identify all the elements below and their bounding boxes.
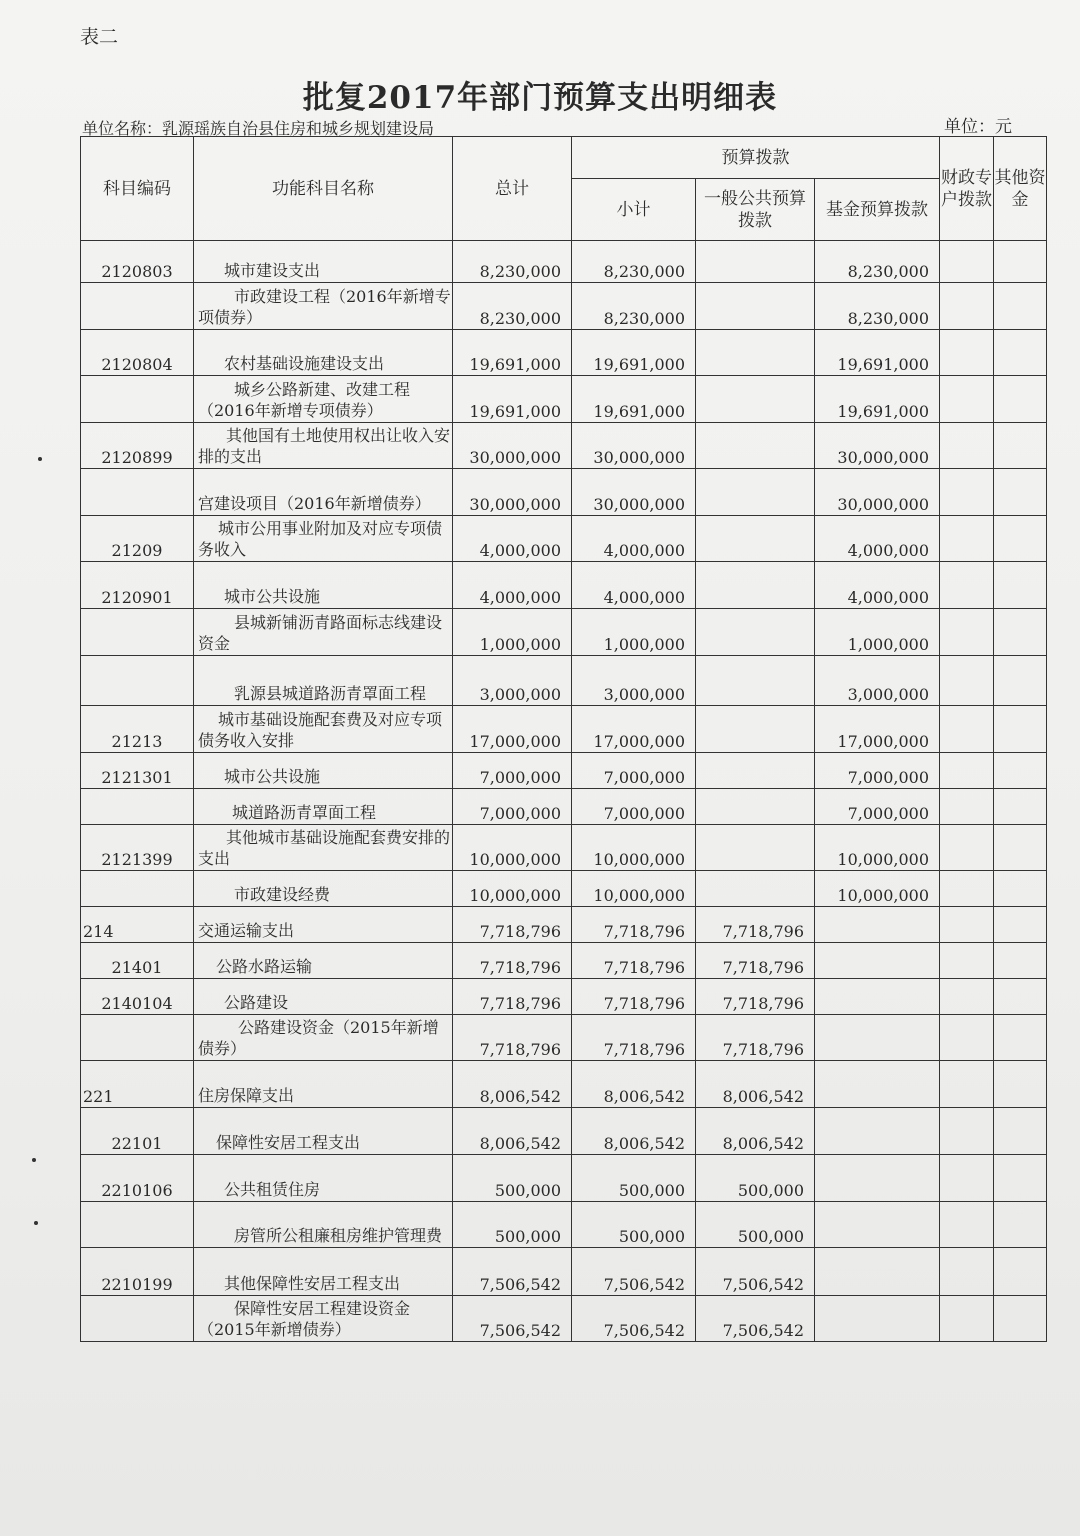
cell-fund: 4,000,000 [815, 562, 940, 609]
cell-other [994, 1155, 1047, 1202]
cell-other [994, 1015, 1047, 1061]
cell-finance [940, 609, 994, 656]
cell-general [696, 423, 815, 469]
cell-finance [940, 1296, 994, 1342]
cell-name: 城市基础设施配套费及对应专项债务收入安排 [194, 706, 453, 753]
cell-general: 500,000 [696, 1155, 815, 1202]
cell-name: 其他保障性安居工程支出 [194, 1248, 453, 1296]
paper-speck [38, 457, 42, 461]
col-header-other: 其他资金 [994, 137, 1047, 241]
cell-name: 房管所公租廉租房维护管理费 [194, 1202, 453, 1248]
cell-code [81, 1015, 194, 1061]
cell-fund [815, 907, 940, 943]
cell-subtotal: 4,000,000 [572, 516, 696, 562]
cell-subtotal: 7,718,796 [572, 1015, 696, 1061]
cell-subtotal: 19,691,000 [572, 330, 696, 376]
cell-general [696, 753, 815, 789]
cell-name: 城市建设支出 [194, 241, 453, 283]
cell-other [994, 376, 1047, 423]
cell-code [81, 1202, 194, 1248]
cell-other [994, 423, 1047, 469]
cell-finance [940, 241, 994, 283]
cell-other [994, 825, 1047, 871]
cell-subtotal: 8,006,542 [572, 1108, 696, 1155]
cell-total: 4,000,000 [453, 516, 572, 562]
cell-total: 500,000 [453, 1155, 572, 1202]
cell-name: 市政建设经费 [194, 871, 453, 907]
cell-other [994, 943, 1047, 979]
cell-fund: 8,230,000 [815, 241, 940, 283]
cell-other [994, 562, 1047, 609]
cell-fund: 30,000,000 [815, 423, 940, 469]
cell-other [994, 469, 1047, 516]
col-header-total: 总计 [453, 137, 572, 241]
cell-code: 22101 [81, 1108, 194, 1155]
cell-other [994, 871, 1047, 907]
cell-fund [815, 1108, 940, 1155]
cell-code: 2120901 [81, 562, 194, 609]
cell-code: 21213 [81, 706, 194, 753]
cell-other [994, 609, 1047, 656]
cell-finance [940, 423, 994, 469]
cell-other [994, 656, 1047, 706]
cell-finance [940, 1202, 994, 1248]
cell-code: 2140104 [81, 979, 194, 1015]
cell-fund: 1,000,000 [815, 609, 940, 656]
cell-finance [940, 753, 994, 789]
cell-subtotal: 10,000,000 [572, 825, 696, 871]
cell-total: 8,006,542 [453, 1061, 572, 1108]
cell-finance [940, 516, 994, 562]
cell-other [994, 516, 1047, 562]
cell-fund [815, 1155, 940, 1202]
cell-fund: 8,230,000 [815, 283, 940, 330]
cell-finance [940, 907, 994, 943]
cell-subtotal: 7,506,542 [572, 1296, 696, 1342]
cell-total: 8,230,000 [453, 241, 572, 283]
cell-code [81, 1296, 194, 1342]
cell-general [696, 825, 815, 871]
cell-subtotal: 1,000,000 [572, 609, 696, 656]
cell-name: 县城新铺沥青路面标志线建设资金 [194, 609, 453, 656]
cell-fund: 17,000,000 [815, 706, 940, 753]
cell-name: 城道路沥青罩面工程 [194, 789, 453, 825]
cell-code: 2210199 [81, 1248, 194, 1296]
cell-fund [815, 1015, 940, 1061]
cell-finance [940, 979, 994, 1015]
cell-general [696, 871, 815, 907]
cell-other [994, 1296, 1047, 1342]
cell-total: 7,506,542 [453, 1248, 572, 1296]
cell-total: 7,718,796 [453, 907, 572, 943]
cell-total: 30,000,000 [453, 423, 572, 469]
paper-speck [32, 1158, 36, 1162]
col-header-subtotal: 小计 [572, 179, 696, 241]
cell-finance [940, 656, 994, 706]
cell-general [696, 656, 815, 706]
cell-name: 公共租赁住房 [194, 1155, 453, 1202]
cell-total: 8,230,000 [453, 283, 572, 330]
cell-finance [940, 706, 994, 753]
cell-name: 其他国有土地使用权出让收入安排的支出 [194, 423, 453, 469]
cell-name: 农村基础设施建设支出 [194, 330, 453, 376]
cell-subtotal: 7,718,796 [572, 907, 696, 943]
cell-general: 500,000 [696, 1202, 815, 1248]
cell-fund [815, 1202, 940, 1248]
cell-total: 17,000,000 [453, 706, 572, 753]
cell-code [81, 283, 194, 330]
cell-subtotal: 7,718,796 [572, 943, 696, 979]
col-header-name: 功能科目名称 [194, 137, 453, 241]
cell-finance [940, 789, 994, 825]
cell-subtotal: 3,000,000 [572, 656, 696, 706]
currency-unit: 单位：元 [944, 117, 1012, 137]
cell-other [994, 241, 1047, 283]
cell-total: 4,000,000 [453, 562, 572, 609]
cell-total: 3,000,000 [453, 656, 572, 706]
cell-other [994, 789, 1047, 825]
cell-code: 2120803 [81, 241, 194, 283]
cell-total: 1,000,000 [453, 609, 572, 656]
cell-name: 城乡公路新建、改建工程（2016年新增专项债券） [194, 376, 453, 423]
cell-general: 8,006,542 [696, 1061, 815, 1108]
cell-total: 8,006,542 [453, 1108, 572, 1155]
cell-fund [815, 1061, 940, 1108]
cell-fund [815, 979, 940, 1015]
cell-other [994, 753, 1047, 789]
cell-code [81, 871, 194, 907]
cell-general [696, 469, 815, 516]
cell-subtotal: 19,691,000 [572, 376, 696, 423]
cell-code: 2121399 [81, 825, 194, 871]
cell-code: 21401 [81, 943, 194, 979]
cell-subtotal: 30,000,000 [572, 423, 696, 469]
cell-finance [940, 943, 994, 979]
cell-fund: 3,000,000 [815, 656, 940, 706]
cell-other [994, 1248, 1047, 1296]
cell-code [81, 469, 194, 516]
cell-general: 7,506,542 [696, 1248, 815, 1296]
col-header-budget: 预算拨款 [572, 137, 940, 179]
cell-general: 7,718,796 [696, 1015, 815, 1061]
cell-other [994, 283, 1047, 330]
cell-fund: 4,000,000 [815, 516, 940, 562]
cell-finance [940, 871, 994, 907]
cell-fund: 10,000,000 [815, 871, 940, 907]
cell-subtotal: 7,000,000 [572, 789, 696, 825]
col-header-fund: 基金预算拨款 [815, 179, 940, 241]
cell-fund [815, 943, 940, 979]
cell-name: 宫建设项目（2016年新增债券） [194, 469, 453, 516]
cell-general [696, 516, 815, 562]
cell-total: 30,000,000 [453, 469, 572, 516]
cell-total: 7,718,796 [453, 979, 572, 1015]
cell-subtotal: 7,718,796 [572, 979, 696, 1015]
cell-subtotal: 17,000,000 [572, 706, 696, 753]
cell-total: 7,000,000 [453, 753, 572, 789]
cell-subtotal: 7,000,000 [572, 753, 696, 789]
paper-speck [34, 1221, 38, 1225]
cell-name: 市政建设工程（2016年新增专项债券） [194, 283, 453, 330]
col-header-finance: 财政专户拨款 [940, 137, 994, 241]
cell-code: 2120899 [81, 423, 194, 469]
cell-name: 乳源县城道路沥青罩面工程 [194, 656, 453, 706]
cell-fund: 7,000,000 [815, 753, 940, 789]
cell-finance [940, 1015, 994, 1061]
cell-total: 19,691,000 [453, 376, 572, 423]
cell-finance [940, 825, 994, 871]
cell-general [696, 789, 815, 825]
col-header-code: 科目编码 [81, 137, 194, 241]
cell-name: 公路水路运输 [194, 943, 453, 979]
cell-subtotal: 7,506,542 [572, 1248, 696, 1296]
cell-fund: 7,000,000 [815, 789, 940, 825]
cell-total: 500,000 [453, 1202, 572, 1248]
budget-table [80, 136, 1047, 1342]
cell-subtotal: 30,000,000 [572, 469, 696, 516]
cell-code: 2121301 [81, 753, 194, 789]
cell-general: 7,718,796 [696, 907, 815, 943]
cell-other [994, 1108, 1047, 1155]
cell-finance [940, 1155, 994, 1202]
cell-general: 7,506,542 [696, 1296, 815, 1342]
cell-subtotal: 8,230,000 [572, 241, 696, 283]
cell-finance [940, 330, 994, 376]
cell-other [994, 706, 1047, 753]
cell-subtotal: 500,000 [572, 1202, 696, 1248]
cell-subtotal: 10,000,000 [572, 871, 696, 907]
cell-name: 城市公用事业附加及对应专项债务收入 [194, 516, 453, 562]
cell-total: 10,000,000 [453, 825, 572, 871]
page-title: 批复2017年部门预算支出明细表 [302, 80, 778, 116]
cell-subtotal: 8,230,000 [572, 283, 696, 330]
cell-general: 7,718,796 [696, 979, 815, 1015]
cell-general [696, 330, 815, 376]
cell-other [994, 1202, 1047, 1248]
cell-total: 7,718,796 [453, 943, 572, 979]
cell-subtotal: 500,000 [572, 1155, 696, 1202]
cell-name: 保障性安居工程支出 [194, 1108, 453, 1155]
cell-general [696, 376, 815, 423]
cell-code [81, 656, 194, 706]
cell-subtotal: 8,006,542 [572, 1061, 696, 1108]
cell-finance [940, 469, 994, 516]
cell-fund [815, 1296, 940, 1342]
cell-fund: 30,000,000 [815, 469, 940, 516]
cell-code [81, 789, 194, 825]
cell-other [994, 907, 1047, 943]
cell-total: 10,000,000 [453, 871, 572, 907]
cell-finance [940, 376, 994, 423]
cell-subtotal: 4,000,000 [572, 562, 696, 609]
cell-general [696, 706, 815, 753]
cell-total: 7,000,000 [453, 789, 572, 825]
col-header-general: 一般公共预算拨款 [696, 179, 815, 241]
cell-code [81, 376, 194, 423]
cell-general: 7,718,796 [696, 943, 815, 979]
cell-finance [940, 1108, 994, 1155]
cell-code: 2120804 [81, 330, 194, 376]
cell-code [81, 609, 194, 656]
cell-total: 19,691,000 [453, 330, 572, 376]
cell-finance [940, 283, 994, 330]
unit-name: 单位名称：乳源瑶族自治县住房和城乡规划建设局 [82, 119, 435, 138]
cell-general [696, 562, 815, 609]
cell-name: 城市公共设施 [194, 753, 453, 789]
cell-general: 8,006,542 [696, 1108, 815, 1155]
cell-fund [815, 1248, 940, 1296]
cell-name: 公路建设资金（2015年新增债券） [194, 1015, 453, 1061]
cell-total: 7,718,796 [453, 1015, 572, 1061]
cell-fund: 19,691,000 [815, 330, 940, 376]
cell-code: 214 [81, 907, 194, 943]
cell-general [696, 609, 815, 656]
cell-name: 住房保障支出 [194, 1061, 453, 1108]
cell-other [994, 1061, 1047, 1108]
cell-code: 221 [81, 1061, 194, 1108]
cell-code: 2210106 [81, 1155, 194, 1202]
cell-name: 城市公共设施 [194, 562, 453, 609]
cell-fund: 19,691,000 [815, 376, 940, 423]
cell-fund: 10,000,000 [815, 825, 940, 871]
cell-finance [940, 1061, 994, 1108]
table-label: 表二 [80, 26, 119, 48]
cell-total: 7,506,542 [453, 1296, 572, 1342]
cell-code: 21209 [81, 516, 194, 562]
cell-name: 公路建设 [194, 979, 453, 1015]
cell-other [994, 330, 1047, 376]
cell-name: 其他城市基础设施配套费安排的支出 [194, 825, 453, 871]
cell-other [994, 979, 1047, 1015]
cell-general [696, 241, 815, 283]
cell-finance [940, 562, 994, 609]
cell-general [696, 283, 815, 330]
cell-name: 保障性安居工程建设资金（2015年新增债券） [194, 1296, 453, 1342]
cell-name: 交通运输支出 [194, 907, 453, 943]
cell-finance [940, 1248, 994, 1296]
